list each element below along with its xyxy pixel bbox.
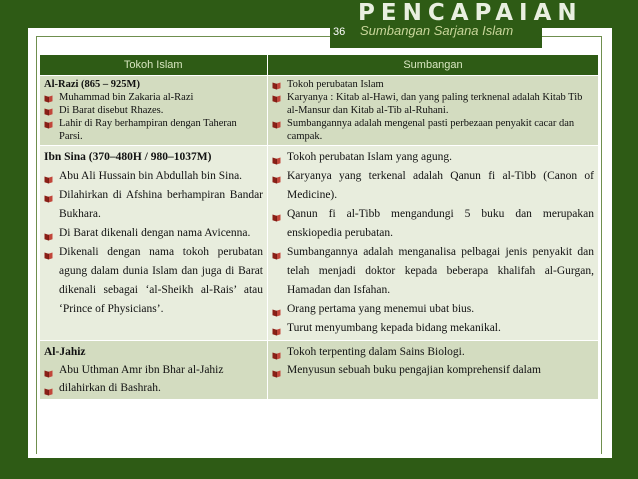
bullet-icon [272, 153, 281, 162]
list-item: Abu Uthman Amr ibn Bhar al-Jahiz [44, 361, 263, 379]
table-row [40, 341, 599, 400]
tokoh-cell [40, 146, 268, 341]
bullet-icon [272, 94, 281, 103]
bullet-icon [44, 384, 53, 393]
bullet-icon [44, 248, 53, 257]
list-item: Dilahirkan di Afshina berhampiran Bandar Bukhara. [44, 186, 263, 224]
list-item: Karyanya yang terkenal adalah Qanun fi al-Tibb (Canon of Medicine). [272, 167, 594, 205]
bullet-icon [44, 94, 53, 103]
bullet-icon [272, 81, 281, 90]
tokoh-cell [40, 341, 268, 400]
list-item: Tokoh perubatan Islam [272, 78, 594, 91]
bullet-icon [272, 366, 281, 375]
column-header-tokoh: Tokoh Islam [40, 55, 268, 76]
slide-subtitle: Sumbangan Sarjana Islam [360, 23, 514, 38]
bullet-icon [44, 107, 53, 116]
table-row [40, 146, 599, 341]
tokoh-name: Al-Jahiz [44, 346, 86, 358]
list-item: Sumbangannya adalah mengenal pasti perbezaan penyakit cacar dan campak. [272, 117, 594, 143]
bullet-icon [44, 120, 53, 129]
list-item: Muhammad bin Zakaria al-Razi [44, 91, 263, 104]
list-item: Tokoh terpenting dalam Sains Biologi. [272, 343, 594, 361]
table-row [40, 76, 599, 146]
tokoh-name: Ibn Sina (370–480H / 980–1037M) [44, 151, 212, 163]
bullet-icon [44, 229, 53, 238]
list-item: Sumbangannya adalah menganalisa pelbagai jenis penyakit dan telah menjadi doktor kepada beberapa khalifah al-Gurgan, Hamadan dan Isfahan. [272, 243, 594, 300]
bullet-icon [272, 348, 281, 357]
list-item: Lahir di Ray berhampiran dengan Taheran Parsi. [44, 117, 263, 143]
bullet-icon [272, 172, 281, 181]
list-item: Abu Ali Hussain bin Abdullah bin Sina. [44, 167, 263, 186]
tokoh-name: Al-Razi (865 – 925M) [44, 79, 140, 90]
list-item: Karyanya : Kitab al-Hawi, dan yang paling terknenal adalah Kitab Tib al-Mansur dan Kitab al-Tib al-Ruhani. [272, 91, 594, 117]
bullet-icon [44, 191, 53, 200]
list-item: dilahirkan di Bashrah. [44, 379, 263, 397]
list-item: Menyusun sebuah buku pengajian komprehensif dalam [272, 361, 594, 379]
list-item: Di Barat dikenali dengan nama Avicenna. [44, 224, 263, 243]
sumbangan-cell [268, 146, 599, 341]
column-header-sumbangan: Sumbangan [268, 55, 599, 76]
contributions-table [39, 55, 599, 400]
bullet-icon [272, 324, 281, 333]
sumbangan-cell [268, 341, 599, 400]
sumbangan-cell [268, 76, 599, 146]
bullet-icon [272, 120, 281, 129]
list-item: Qanun fi al-Tibb mengandungi 5 buku dan merupakan enskiopedia perubatan. [272, 205, 594, 243]
bullet-icon [44, 172, 53, 181]
list-item: Di Barat disebut Rhazes. [44, 104, 263, 117]
bullet-icon [272, 305, 281, 314]
list-item: Tokoh perubatan Islam yang agung. [272, 148, 594, 167]
tokoh-cell [40, 76, 268, 146]
bullet-icon [272, 210, 281, 219]
list-item: Dikenali dengan nama tokoh perubatan agung dalam dunia Islam dan juga di Barat dikenali sebagai ‘al-Sheikh al-Rais’ atau ‘Prince of Physicians’. [44, 243, 263, 319]
slide-number: 36 [333, 26, 346, 38]
bullet-icon [272, 248, 281, 257]
bullet-icon [44, 366, 53, 375]
list-item: Turut menyumbang kepada bidang mekanikal. [272, 319, 594, 338]
list-item: Orang pertama yang menemui ubat bius. [272, 300, 594, 319]
slide-title: PENCAPAIAN [358, 0, 583, 26]
